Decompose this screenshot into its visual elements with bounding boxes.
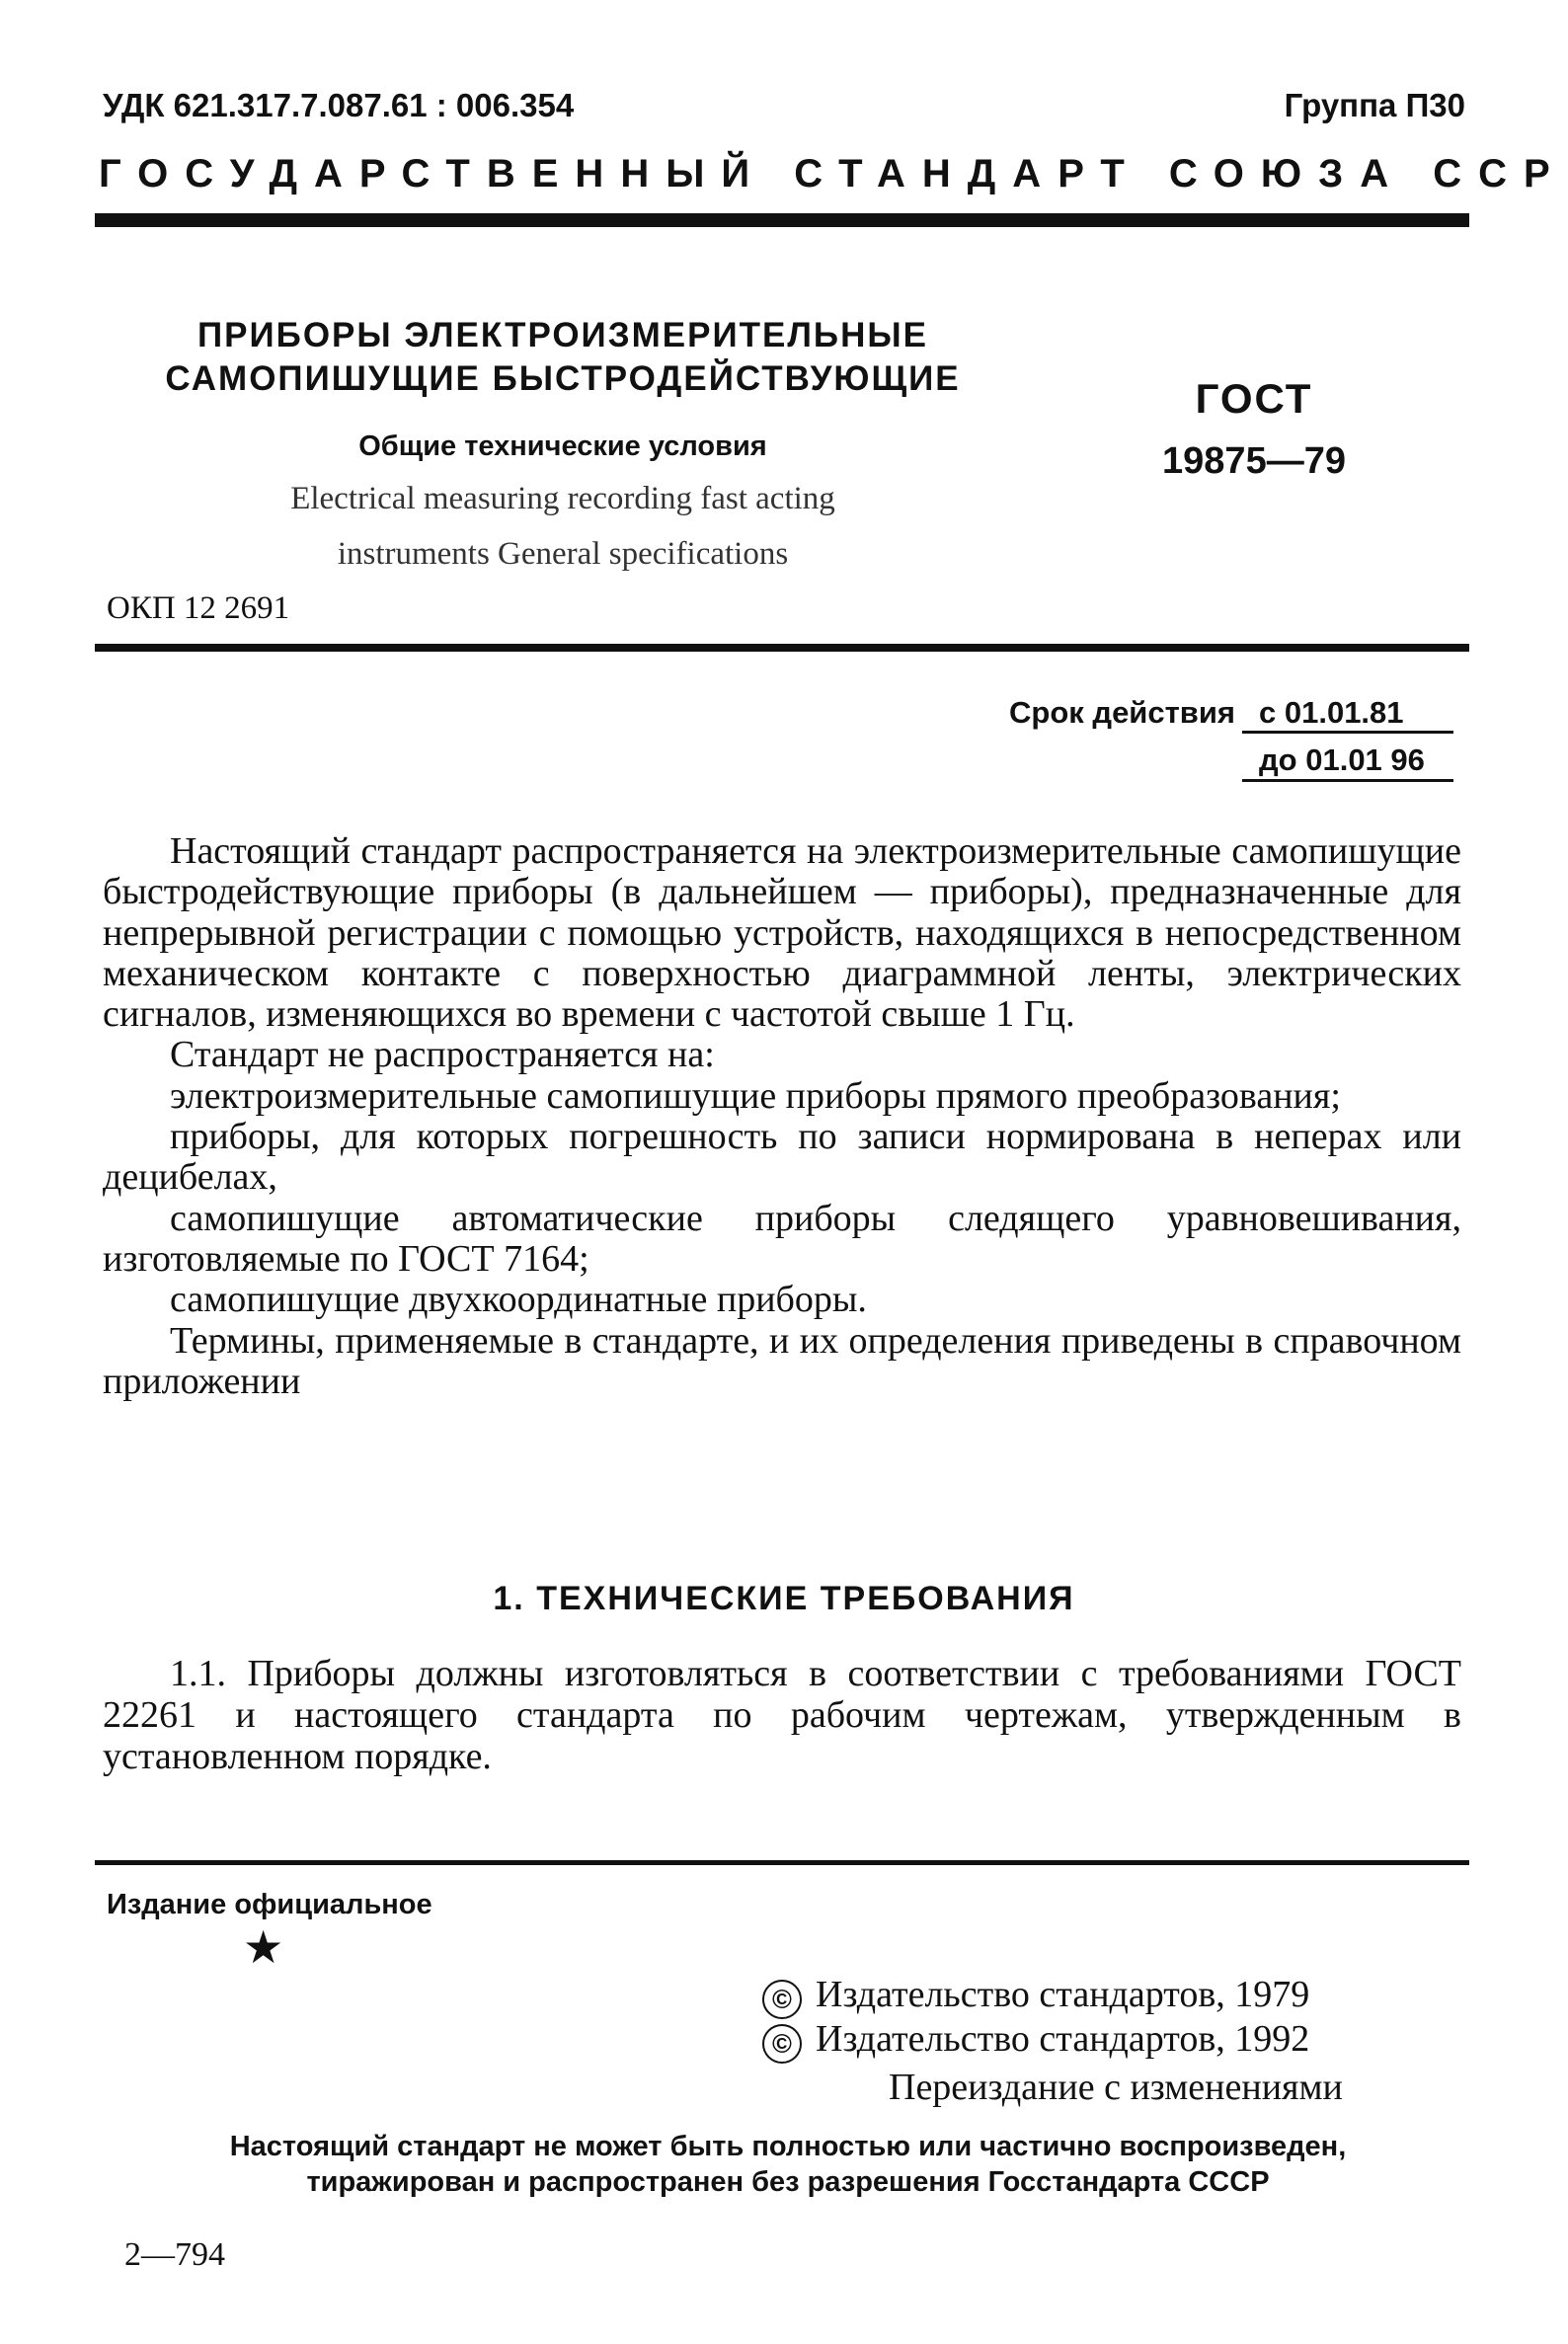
gost-number: 19875—79: [1162, 440, 1346, 482]
section-1-text: [103, 1653, 1461, 1777]
okp-code: ОКП 12 2691: [107, 590, 290, 626]
body-text: [103, 831, 1461, 1402]
state-standard-heading: ГОСУДАРСТВЕННЫЙ СТАНДАРТ СОЮЗА ССР: [99, 152, 1567, 195]
copyright-1979-text: Издательство стандартов, 1979: [816, 1974, 1310, 2015]
validity-label: Срок действия: [1009, 695, 1235, 730]
title-subtitle: Общие технические условия: [358, 430, 767, 462]
paragraph-scope: Настоящий стандарт распространяется на электроизмерительные самопишущие быстродействующие приборы (в дальнейшем — приборы), предназначенные для непрерывной регистрации с помощью устройств, находящихся в непосредственном механическом контакте с поверхностью диаграммной ленты, электрических сигналов, изменяющихся во времени с частотой свыше 1 Гц.: [103, 830, 1461, 1036]
paragraph-exclusion-4: самопишущие двухкоординатные приборы.: [170, 1279, 867, 1321]
paragraph-exclusions-intro: Стандарт не распространяется на:: [170, 1034, 715, 1076]
page-number: 2—794: [124, 2236, 225, 2273]
paragraph-terms: Термины, применяемые в стандарте, и их определения приведены в справочном приложении: [103, 1319, 1461, 1402]
gost-label: ГОСТ: [1195, 375, 1313, 422]
edition-label: Издание официальное: [107, 1889, 432, 1920]
paragraph-exclusion-2: приборы, для которых погрешность по записи нормирована в неперах или децибелах,: [103, 1116, 1461, 1199]
paragraph-exclusion-3: самопишущие автоматические приборы следящего уравновешивания, изготовляемые по ГОСТ 7164;: [103, 1197, 1461, 1280]
title-line-1: ПРИБОРЫ ЭЛЕКТРОИЗМЕРИТЕЛЬНЫЕ: [197, 316, 928, 354]
section-heading: 1. ТЕХНИЧЕСКИЕ ТРЕБОВАНИЯ: [493, 1580, 1075, 1617]
reproduction-notice: [107, 2129, 1469, 2200]
validity-from: с 01.01.81: [1259, 695, 1404, 730]
notice-line-1: Настоящий стандарт не может быть полностью или частично воспроизведен,: [229, 2131, 1347, 2162]
english-title-line-1: Electrical measuring recording fast acting: [290, 481, 835, 516]
copyright-1992: [762, 2017, 1309, 2064]
copyright-1992-text: Издательство стандартов, 1992: [816, 2018, 1310, 2060]
validity-underline-2: [1242, 779, 1453, 782]
star-icon: ★: [243, 1922, 284, 1973]
title-block: [148, 314, 978, 574]
reissue-note: Переиздание с изменениями: [889, 2067, 1343, 2108]
header-rule: [95, 213, 1469, 227]
english-title-line-2: instruments General specifications: [337, 536, 789, 572]
copyright-1979: [762, 1973, 1309, 2019]
title-rule: [95, 644, 1469, 652]
validity-to: до 01.01 96: [1259, 742, 1425, 777]
paragraph-exclusion-1: электроизмерительные самопишущие приборы прямого преобразования;: [170, 1074, 1341, 1117]
title-line-2: САМОПИШУЩИЕ БЫСТРОДЕЙСТВУЮЩИЕ: [165, 359, 961, 398]
validity-underline-1: [1242, 731, 1453, 734]
udk-code: УДК 621.317.7.087.61 : 006.354: [103, 87, 575, 123]
footer-rule: [95, 1860, 1469, 1865]
paragraph-1-1: 1.1. Приборы должны изготовляться в соответствии с требованиями ГОСТ 22261 и настоящего стандарта по рабочим чертежам, утвержденным в установленном порядке.: [103, 1653, 1461, 1777]
group-code: Группа П30: [1284, 87, 1465, 123]
notice-line-2: тиражирован и распространен без разрешения Госстандарта СССР: [306, 2166, 1270, 2198]
copyright-icon: ©: [762, 2024, 802, 2064]
copyright-icon: ©: [762, 1980, 802, 2019]
